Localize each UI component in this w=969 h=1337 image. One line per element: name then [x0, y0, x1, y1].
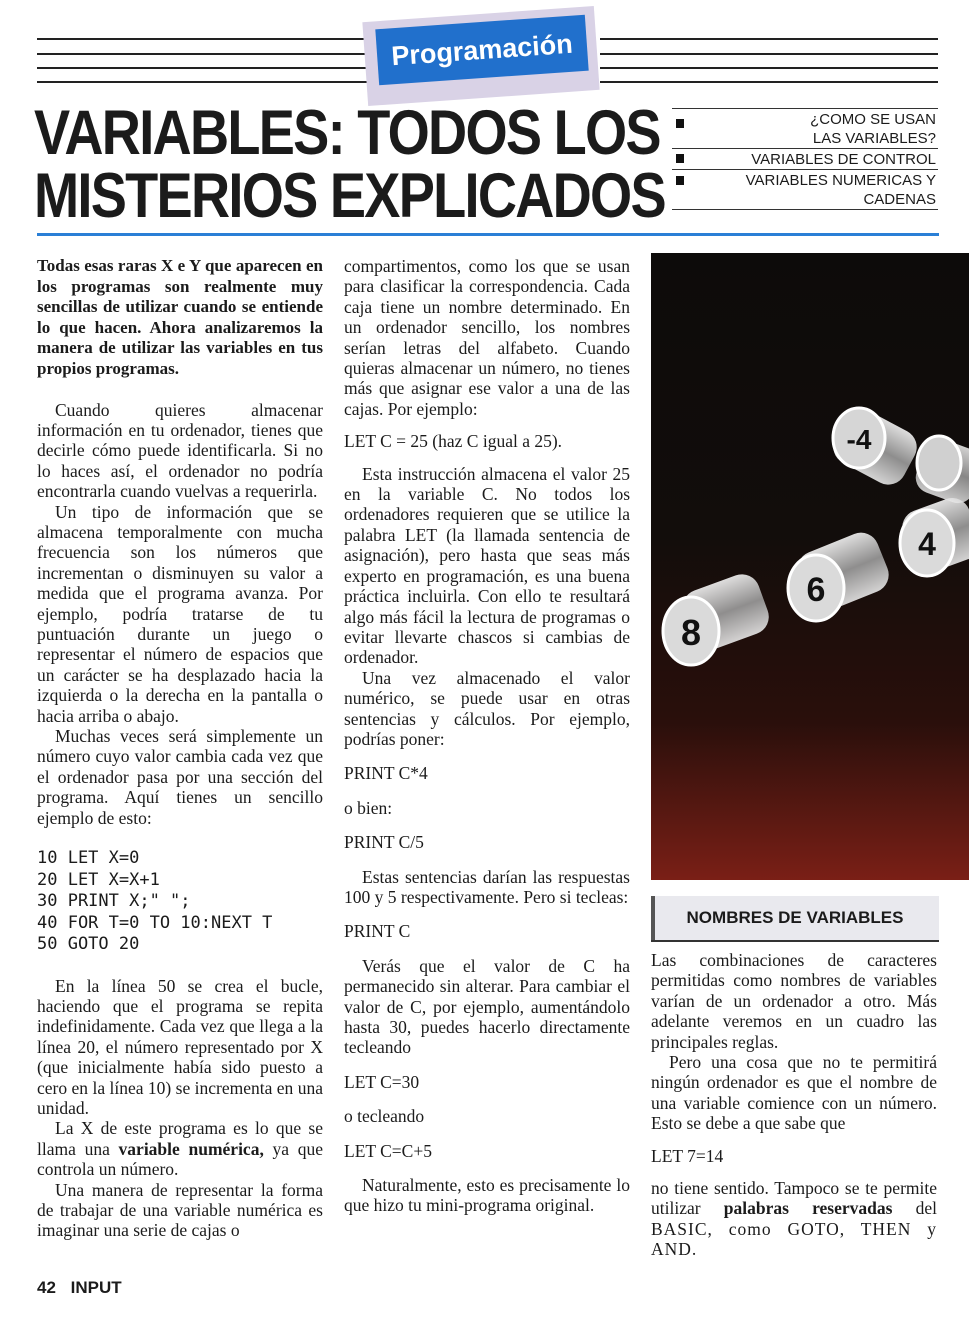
body-paragraph: Cuando quieres almacenar información en tu ordenador, tienes que decirle cómo puede identificarla. Si no lo haces así, el ordenador no podría encontrarla cuando vuelvas a requerirla.	[37, 399, 323, 502]
code-line: 40 FOR T=0 TO 10:NEXT T	[37, 912, 273, 933]
header-rule	[37, 38, 372, 40]
example-line: LET C=30	[344, 1071, 420, 1092]
divider	[672, 209, 938, 210]
code-listing	[37, 848, 323, 956]
dice-cylinders-illustration	[651, 253, 969, 880]
header-rule	[600, 67, 938, 69]
topic-item: VARIABLES NUMERICAS Y CADENAS	[745, 172, 936, 208]
term-highlight: palabras reservadas	[723, 1198, 893, 1219]
sidebar-box	[651, 896, 939, 1260]
example-line: LET C = 25 (haz C igual a 25).	[344, 431, 563, 452]
body-paragraph: Estas sentencias darían las respuestas 100 y 5 respectivamente. Pero si tecleas:	[344, 866, 630, 907]
body-paragraph: Verás que el valor de C ha permanecido sin alterar. Para cambiar el valor de C, por ejemplo, aumentándolo hasta 30, puedes hacerlo directamente tecleando	[344, 955, 630, 1058]
example-line: PRINT C/5	[344, 832, 424, 853]
divider	[672, 169, 938, 170]
title-line: MISTERIOS EXPLICADOS	[34, 161, 665, 231]
page-title	[34, 98, 665, 231]
header-rule	[37, 53, 372, 55]
body-paragraph: Una vez almacenado el valor numérico, se puede usar en otras sentencias y cálculos. Por ejemplo, podrías poner:	[344, 667, 630, 749]
bullet-icon	[676, 176, 684, 185]
code-line: 30 PRINT X;" ";	[37, 891, 191, 912]
photo	[651, 253, 969, 880]
intro-paragraph: Todas esas raras X e Y que aparecen en los programas son realmente muy sencillas de utilizar cuando se entiende lo que hacen. Ahora analizaremos la manera de utilizar las variables en tus propios programas.	[37, 256, 323, 378]
divider	[672, 148, 938, 149]
header-rule	[37, 81, 372, 83]
bullet-icon	[676, 154, 684, 163]
section-label: Programación	[375, 15, 588, 86]
body-paragraph: La X de este programa es lo que se llama una variable numérica, ya que controla un número.	[37, 1118, 324, 1180]
box-body	[651, 950, 937, 1260]
box-header	[651, 896, 939, 942]
body-paragraph: Un tipo de información que se almacena temporalmente con mucha frecuencia son los números que incrementan o disminuyen su valor a medida que el programa avanza. Por ejemplo, podría tratarse de tu puntuación durante un juego o representar el número de espacios que un carácter se ha desplazado hacia la izquierda o la derecha en la pantalla o hacia arriba o abajo.	[37, 501, 323, 726]
cylinder-4	[897, 493, 969, 577]
body-paragraph: compartimentos, como los que se usan para clasificar la correspondencia. Cada caja tiene un nombre determinado. En un ordenador sencillo, los nombres serían letras del alfabeto. Cuando quieras almacenar un número, no tienes más que asignar ese valor a una de las cajas. Por ejemplo:	[344, 256, 630, 419]
header-rule	[600, 38, 938, 40]
body-paragraph: Pero una cosa que no te permitirá ningún ordenador es que el nombre de una variable comience con un número. Esto se debe a que sabe que	[651, 1052, 937, 1134]
divider	[672, 108, 938, 109]
body-paragraph: Una manera de representar la forma de trabajar de una variable numérica es imaginar una serie de cajas o	[37, 1179, 323, 1241]
body-paragraph: Esta instrucción almacena el valor 25 en la variable C. No todos los ordenadores requieren que se utilice la palabra LET (la llamada sentencia de asignación), pero hasta que seas más experto en programación, es una buena práctica incluirla. Con ello te resultará algo más fácil la lectura de programas o evitar llevarte chascos si cambias de ordenador.	[344, 463, 630, 668]
body-text: o tecleando	[344, 1106, 425, 1127]
body-text: o bien:	[344, 797, 393, 818]
header-rule	[600, 81, 938, 83]
cylinder-label: 4	[918, 526, 936, 562]
page-footer	[37, 1278, 122, 1298]
cylinder-label: 8	[680, 612, 702, 653]
title-line: VARIABLES: TODOS LOS	[34, 98, 660, 168]
body-paragraph: no tiene sentido. Tampoco se te permite utilizar palabras reservadas del BASIC, como GOTO, THEN y AND.	[651, 1178, 938, 1260]
example-line: LET C=C+5	[344, 1140, 432, 1161]
topic-item: ¿COMO SE USAN LAS VARIABLES?	[810, 111, 936, 147]
code-line: 10 LET X=0	[37, 848, 140, 869]
column-left	[37, 256, 323, 1241]
example-line: LET 7=14	[651, 1145, 724, 1166]
body-paragraph: Muchas veces será simplemente un número cuyo valor cambia cada vez que el ordenador pasa por una sección del programa. Aquí tienes un sencillo ejemplo de esto:	[37, 726, 323, 828]
cylinder-6	[788, 527, 894, 621]
cylinder-label: -4	[846, 424, 872, 455]
body-paragraph: Las combinaciones de caracteres permitidas como nombres de variables varían de un ordenador a otro. Más adelante veremos en un cuadro las principales reglas.	[651, 950, 937, 1052]
cylinder-partial	[911, 434, 969, 507]
header-rule	[600, 53, 938, 55]
body-paragraph: Naturalmente, esto es precisamente lo que hizo tu mini-programa original.	[344, 1175, 630, 1216]
body-paragraph: En la línea 50 se crea el bucle, haciendo que el programa se repita indefinidamente. Cada vez que llega a la línea 20, el número representado por X (que inicialmente había sido puesto a cero en la línea 10) se incrementa en una unidad.	[37, 975, 323, 1119]
magazine-name: INPUT	[70, 1278, 122, 1297]
term-highlight: variable numérica,	[118, 1138, 264, 1159]
accent-rule	[37, 233, 939, 236]
code-line: 20 LET X=X+1	[37, 869, 160, 890]
page-number: 42	[37, 1278, 56, 1297]
cylinder-label: 6	[806, 571, 826, 609]
example-line: PRINT C	[344, 921, 411, 942]
cylinder-8	[663, 569, 774, 665]
topic-item: VARIABLES DE CONTROL	[751, 151, 936, 168]
box-heading: NOMBRES DE VARIABLES	[686, 908, 904, 927]
bullet-icon	[676, 119, 684, 128]
example-line: PRINT C*4	[344, 763, 428, 784]
cylinder-minus4	[827, 403, 923, 491]
code-line: 50 GOTO 20	[37, 934, 140, 955]
column-middle	[344, 256, 630, 1216]
header-rule	[37, 67, 372, 69]
